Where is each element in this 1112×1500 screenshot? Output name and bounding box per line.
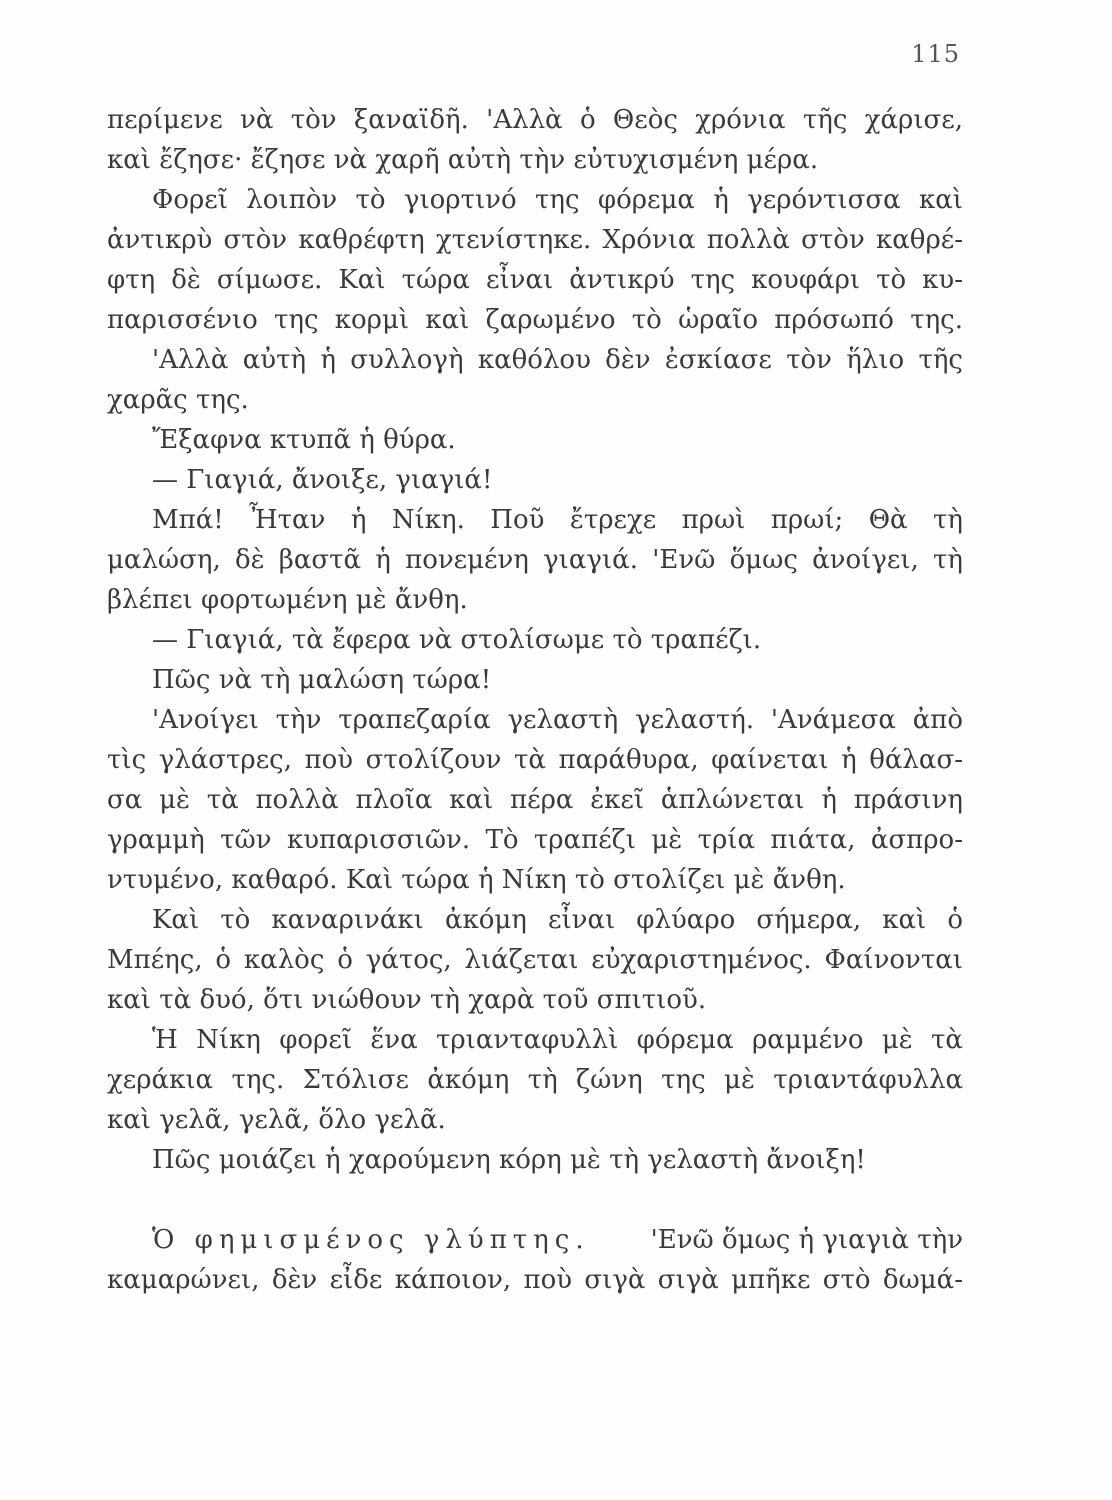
text-line: ντυμένο, καθαρό. Καὶ τώρα ἡ Νίκη τὸ στολίζει μὲ ἄνθη. [107, 865, 846, 895]
page-number: 115 [911, 40, 960, 68]
text-line: μαλώση, δὲ βαστᾶ ἡ πονεμένη γιαγιά. 'Ενῶ ὅμως ἀνοίγει, τὴ [107, 545, 963, 575]
paragraph-lines [107, 100, 963, 1180]
text-line: τὶς γλάστρες, ποὺ στολίζουν τὰ παράθυρα, φαίνεται ἡ θάλασ- [107, 745, 963, 775]
text-line: χαρᾶς της. [107, 385, 249, 415]
text-line: καὶ ἔζησε· ἔζησε νὰ χαρῆ αὐτὴ τὴν εὐτυχισμένη μέρα. [107, 145, 819, 175]
text-line: Πῶς νὰ τὴ μαλώση τώρα! [152, 665, 492, 695]
text-line: ἀντικρὺ στὸν καθρέφτη χτενίστηκε. Χρόνια πολλὰ στὸν καθρέ- [107, 225, 963, 255]
text-line: Ἔξαφνα κτυπᾶ ἡ θύρα. [152, 425, 456, 455]
section-first-line [107, 1220, 963, 1260]
text-line: φτη δὲ σίμωσε. Καὶ τώρα εἶναι ἀντικρύ της κουφάρι τὸ κυ- [107, 265, 963, 295]
section-heading: Ὁ φημισμένος γλύπτης. [152, 1225, 590, 1255]
text-line: περίμενε νὰ τὸν ξαναϊδῆ. 'Αλλὰ ὁ Θεὸς χρόνια τῆς χάρισε, [107, 105, 963, 135]
text-line: Μπά! Ἦταν ἡ Νίκη. Ποῦ ἔτρεχε πρωὶ πρωί; Θὰ τὴ [152, 505, 963, 535]
text-line: Καὶ τὸ καναρινάκι ἀκόμη εἶναι φλύαρο σήμερα, καὶ ὁ [152, 905, 963, 935]
text-line: παρισσένιο της κορμὶ καὶ ζαρωμένο τὸ ὡραῖο πρόσωπό της. [107, 305, 963, 335]
text-line: Μπέης, ὁ καλὸς ὁ γάτος, λιάζεται εὐχαριστημένος. Φαίνονται [107, 945, 963, 975]
text-line: σα μὲ τὰ πολλὰ πλοῖα καὶ πέρα ἐκεῖ ἁπλώνεται ἡ πράσινη [107, 785, 963, 815]
text-line: — Γιαγιά, τὰ ἔφερα νὰ στολίσωμε τὸ τραπέζι. [152, 625, 762, 655]
text-line: 'Ανοίγει τὴν τραπεζαρία γελαστὴ γελαστή. 'Ανάμεσα ἀπὸ [152, 705, 963, 735]
text-line: Ἡ Νίκη φορεῖ ἕνα τριανταφυλλὶ φόρεμα ραμμένο μὲ τὰ [152, 1025, 963, 1055]
text-line: 'Αλλὰ αὐτὴ ἡ συλλογὴ καθόλου δὲν ἐσκίασε τὸν ἥλιο τῆς [152, 345, 963, 375]
text-line: χεράκια της. Στόλισε ἀκόμη τὴ ζώνη της μὲ τριαντάφυλλα [107, 1065, 963, 1095]
text-line: Φορεῖ λοιπὸν τὸ γιορτινό της φόρεμα ἡ γερόντισσα καὶ [152, 185, 963, 215]
section-second-line: καμαρώνει, δὲν εἶδε κάποιον, ποὺ σιγὰ σιγὰ μπῆκε στὸ δωμά- [107, 1265, 963, 1295]
section-line-rest: 'Ενῶ ὅμως ἡ γιαγιὰ τὴν [650, 1225, 963, 1255]
text-line: βλέπει φορτωμένη μὲ ἄνθη. [107, 585, 468, 615]
text-line: γραμμὴ τῶν κυπαρισσιῶν. Τὸ τραπέζι μὲ τρία πιάτα, ἀσπρο- [107, 825, 963, 855]
text-line: καὶ γελᾶ, γελᾶ, ὅλο γελᾶ. [107, 1105, 446, 1135]
text-line: καὶ τὰ δυό, ὅτι νιώθουν τὴ χαρὰ τοῦ σπιτιοῦ. [107, 985, 707, 1015]
text-line: Πῶς μοιάζει ἡ χαρούμενη κόρη μὲ τὴ γελαστὴ ἄνοιξη! [152, 1145, 866, 1175]
text-line: — Γιαγιά, ἄνοιξε, γιαγιά! [152, 465, 493, 495]
body-text [107, 100, 963, 1300]
